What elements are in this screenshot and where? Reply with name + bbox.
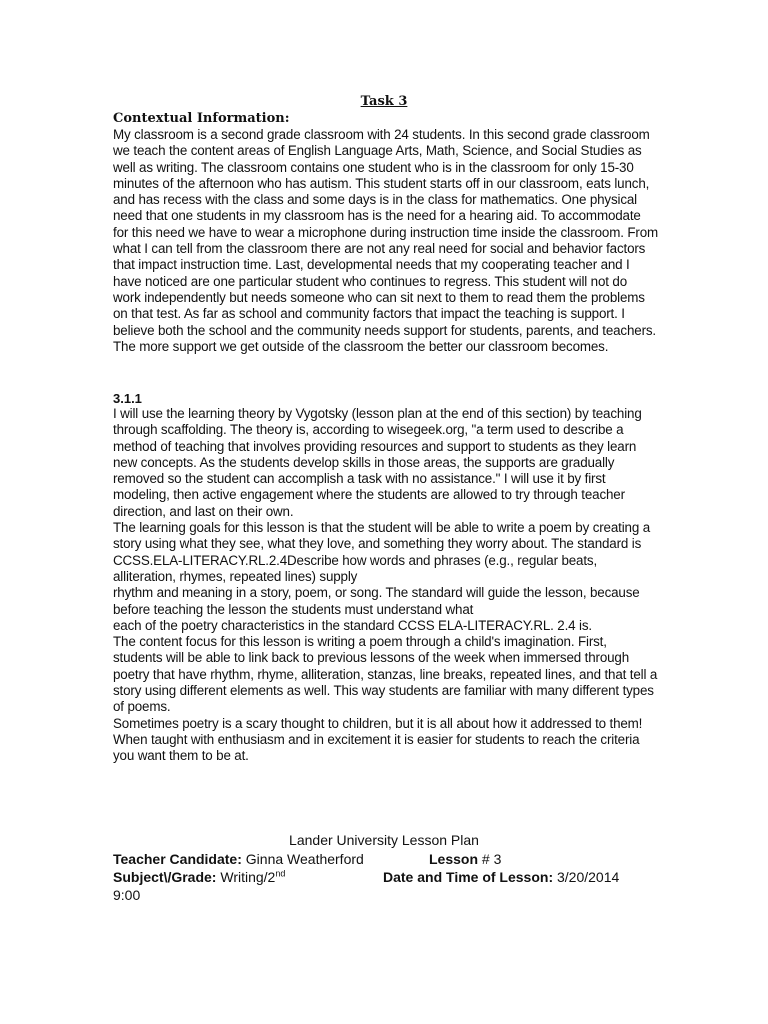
date-group	[383, 869, 619, 886]
subject-row	[113, 869, 653, 886]
teacher-row	[113, 851, 653, 868]
lesson-label: Lesson	[429, 851, 479, 867]
task-title: Task 3	[360, 94, 408, 109]
time-row	[113, 887, 653, 904]
section-paragraph-1: I will use the learning theory by Vygotsky (lesson plan at the end of this section) by teaching through scaffolding. The theory is, according to wisegeek.org, "a term used to describe a method of teaching that involves providing resources and support to students as they learn new concepts. As the students develop skills in those areas, the supports are gradually removed so the student can accomplish a task with no assistance." I will use it by first modeling, then active engagement where the students are allowed to try through teacher direction, and last on their own.	[113, 406, 642, 519]
section-paragraph-6: Sometimes poetry is a scary thought to children, but it is all about how it addressed to them! When taught with enthusiasm and in excitement it is easier for students to reach the criteria you want them to be at.	[113, 715, 643, 764]
time-value: 9:00	[113, 887, 141, 903]
section-paragraph-4: each of the poetry characteristics in the standard CCSS ELA-LITERACY.RL. 2.4 is.	[113, 617, 592, 633]
teacher-label: Teacher Candidate:	[113, 851, 242, 867]
section-paragraph-2: The learning goals for this lesson is that the student will be able to write a poem by creating a story using what they see, what they love, and something they worry about. The standard is CCSS.ELA-LITERACY.RL.2.4Describe how words and phrases (e.g., regular beats, alliteration, rhymes, repeated lines) supply	[113, 520, 651, 584]
date-value: 3/20/2014	[557, 869, 620, 885]
subject-value	[220, 869, 285, 885]
lesson-value: # 3	[481, 851, 502, 867]
contextual-body	[113, 127, 658, 355]
contextual-heading: Contextual Information:	[113, 111, 290, 126]
section-paragraph-5: The content focus for this lesson is writing a poem through a child's imagination. First, students will be able to link back to previous lessons of the week when immersed through poetry that have rhythm, rhyme, alliteration, stanzas, line breaks, repeated lines, and that tell a story using different elements as well. This way students are familiar with many different types of poems.	[113, 634, 658, 715]
subject-label: Subject\/Grade:	[113, 869, 217, 885]
section-heading: 3.1.1	[113, 391, 142, 406]
grade-superscript: nd	[275, 868, 286, 879]
section-paragraph-3: rhythm and meaning in a story, poem, or song. The standard will guide the lesson, because before teaching the lesson the students must understand what	[113, 585, 640, 617]
teacher-value: Ginna Weatherford	[245, 851, 364, 867]
contextual-paragraph: My classroom is a second grade classroom with 24 students. In this second grade classroom we teach the content areas of English Language Arts, Math, Science, and Social Studies as well as writing. The classroom contains one student who is in the classroom for only 15-30 minutes of the afternoon who has autism. This student starts off in our classroom, eats lunch, and has recess with the class and some days is in the class for mathematics. One physical need that one students in my classroom has is the need for a hearing aid. To accommodate for this need we have to wear a microphone during instruction time inside the classroom. From what I can tell from the classroom there are not any real need for social and behavior factors that impact instruction time. Last, developmental needs that my cooperating teacher and I have noticed are one particular student who continues to regress. This student will not do work independently but needs someone who can sit next to them to read them the problems on that test. As far as school and community factors that impact the teaching is support. I believe both the school and the community needs support for students, parents, and teachers. The more support we get outside of the classroom the better our classroom becomes.	[113, 127, 658, 354]
lesson-number-group	[429, 851, 501, 868]
subject-grade: Writing/2	[220, 869, 276, 885]
section-body	[113, 406, 658, 765]
date-label: Date and Time of Lesson:	[383, 869, 554, 885]
lesson-plan-title: Lander University Lesson Plan	[289, 832, 479, 848]
